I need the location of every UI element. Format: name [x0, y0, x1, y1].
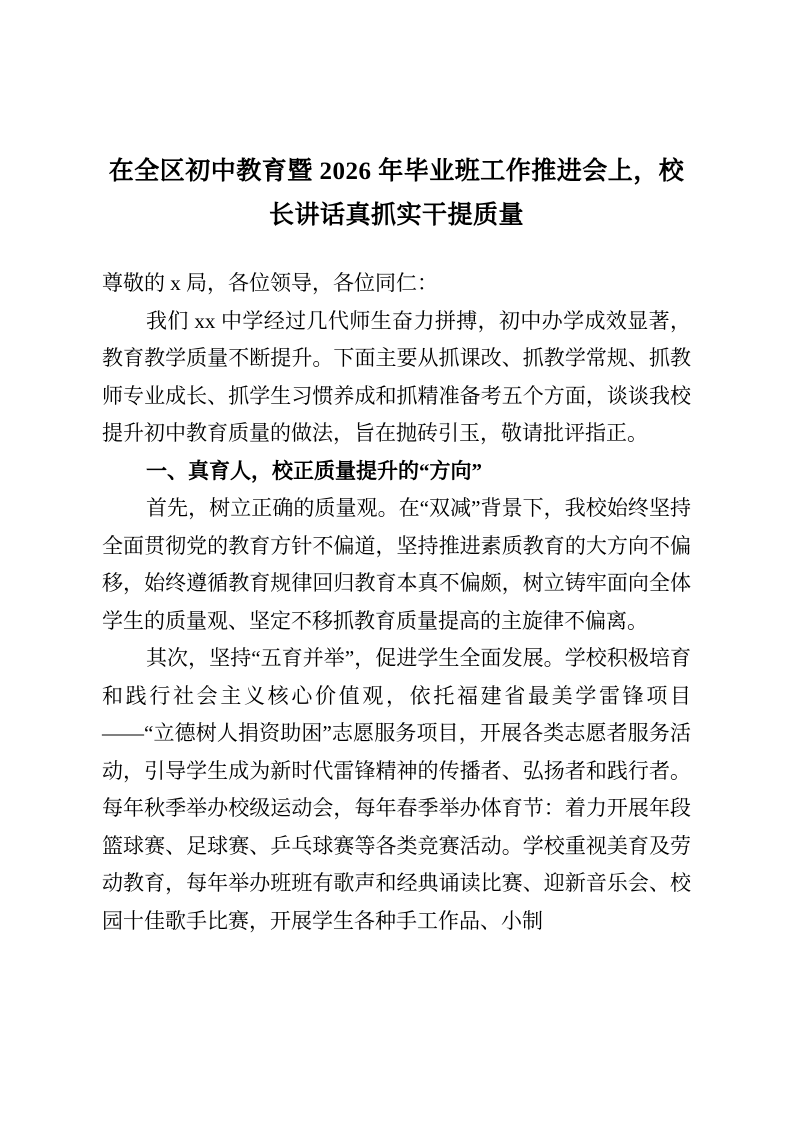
paragraph-salutation: 尊敬的 x 局，各位领导，各位同仁：: [102, 271, 438, 295]
paragraph-body: 其次，坚持“五育并举”，促进学生全面发展。学校积极培育和践行社会主义核心价值观，依托福建省最美学雷锋项目——“立德树人捐资助困”志愿服务项目，开展各类志愿者服务活动，引导学生成为新时代雷锋精神的传播者、弘扬者和践行者。每年秋季举办校级运动会，每年春季举办体育节：着力开展年段篮球赛、足球赛、乒乓球赛等各类竞赛活动。学校重视美育及劳动教育，每年举办班班有歌声和经典诵读比赛、迎新音乐会、校园十佳歌手比赛，开展学生各种手工作品、小制: [102, 646, 691, 933]
paragraph-body: 我们 xx 中学经过几代师生奋力拼搏，初中办学成效显著，教育教学质量不断提升。下面主要从抓课改、抓教学常规、抓教师专业成长、抓学生习惯养成和抓精准备考五个方面，谈谈我校提升初中教育质量的做法，旨在抛砖引玉，敬请批评指正。: [102, 308, 691, 445]
paragraph-body: 首先，树立正确的质量观。在“双减”背景下，我校始终坚持全面贯彻党的教育方针不偏道，坚持推进素质教育的大方向不偏移，始终遵循教育规律回归教育本真不偏颇，树立铸牢面向全体学生的质量观、坚定不移抓教育质量提高的主旋律不偏离。: [102, 496, 691, 633]
document-title: 在全区初中教育暨 2026 年毕业班工作推进会上，校长讲话真抓实干提质量: [108, 158, 685, 229]
paragraph-heading: 一、真育人，校正质量提升的“方向”: [146, 458, 482, 483]
document-body: [102, 265, 691, 940]
